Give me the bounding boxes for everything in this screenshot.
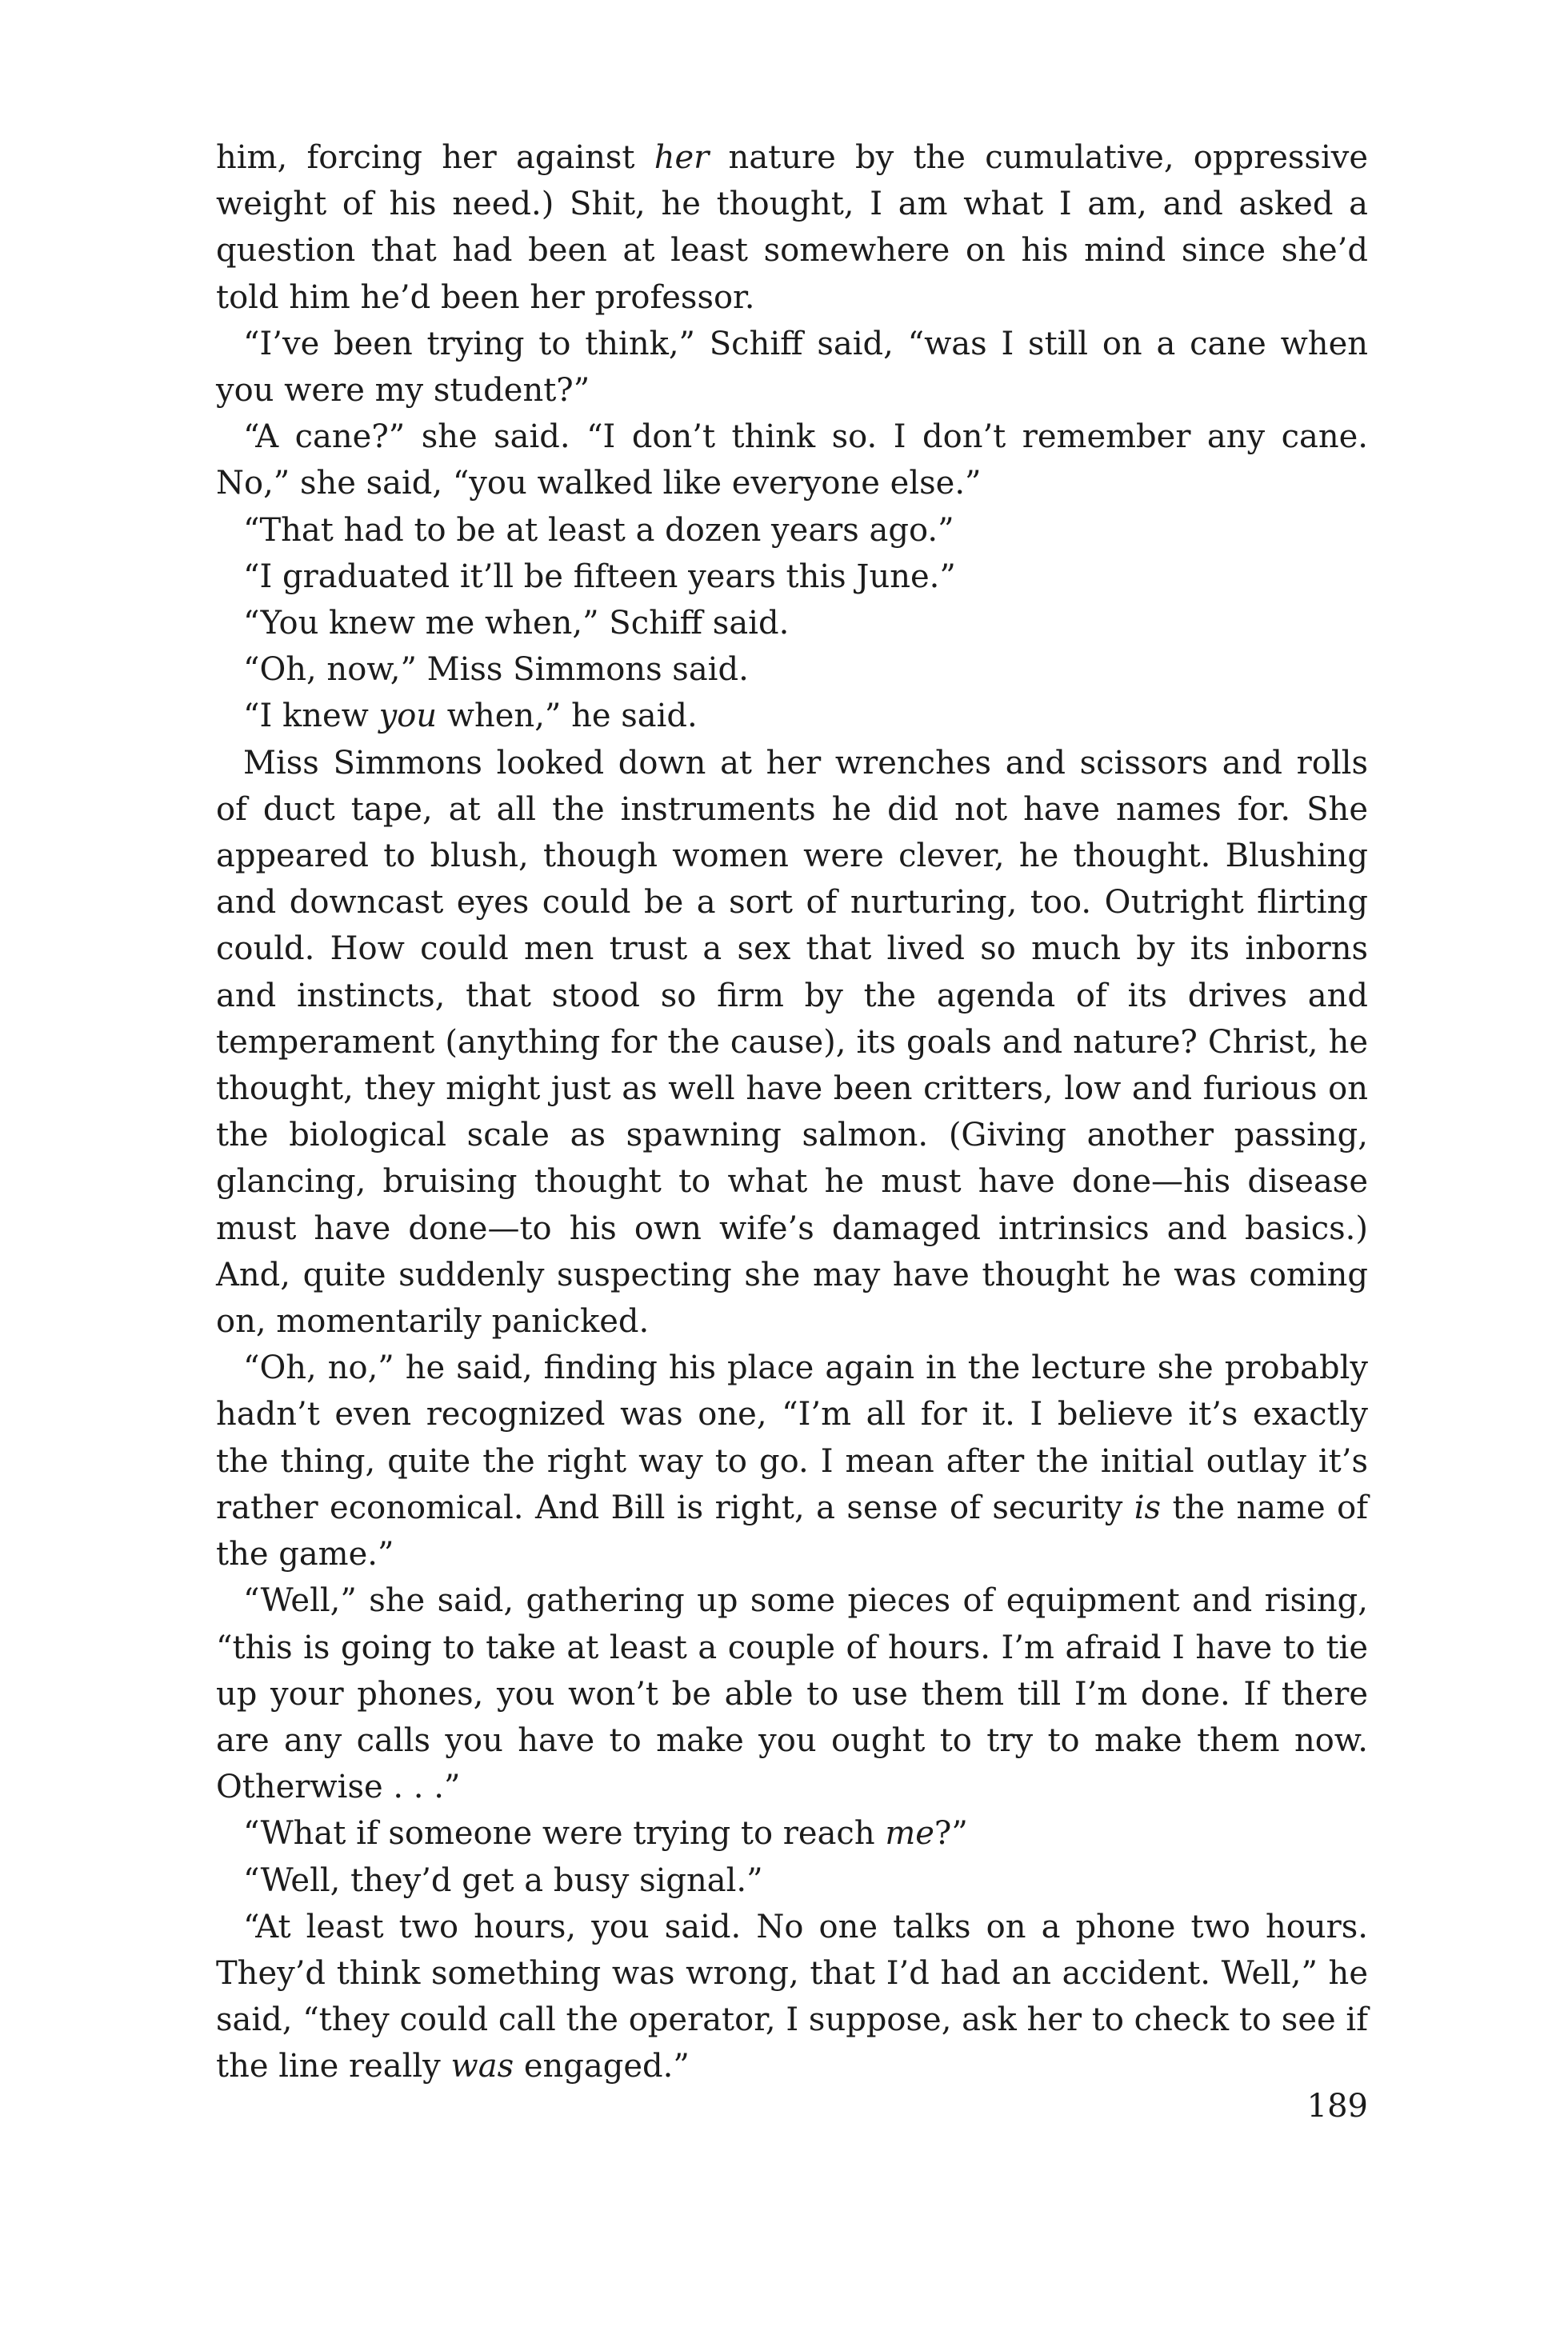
text-run: ?” — [934, 1815, 968, 1853]
italic-text-run: is — [1134, 1489, 1162, 1526]
paragraph — [216, 507, 1368, 554]
page-number: 189 — [1306, 2088, 1368, 2125]
text-run: “Oh, no,” he said, finding his place again in the lecture she probably hadn’t even recognized was one, “I’m all for it. I believe it’s exactly the thing, quite the right way to go. I mean after the initial outlay it’s rather economical. And Bill is right, a sense of security — [216, 1349, 1368, 1526]
body-text — [216, 134, 1368, 2090]
text-run: “I knew — [243, 698, 379, 735]
paragraph — [216, 554, 1368, 600]
paragraph — [216, 646, 1368, 693]
italic-text-run: you — [378, 698, 438, 735]
text-run: “Well, they’d get a busy signal.” — [243, 1861, 763, 1899]
text-run: “A cane?” she said. “I don’t think so. I don’t remember any cane. No,” she said, “you walked like everyone else.” — [216, 418, 1368, 502]
text-run: “That had to be at least a dozen years ago.” — [243, 511, 954, 549]
text-run: “I’ve been trying to think,” Schiff said, “was I still on a cane when you were my student?” — [216, 325, 1368, 410]
paragraph — [216, 600, 1368, 646]
paragraph — [216, 693, 1368, 739]
italic-text-run: her — [654, 139, 710, 176]
paragraph — [216, 740, 1368, 1345]
text-run: the name of the game.” — [216, 1489, 1369, 1573]
text-run: when,” he said. — [437, 698, 698, 735]
text-run: “At least two hours, you said. No one talks on a phone two hours. They’d think something was wrong, that I’d had an accident. Well,” he said, “they could call the operator, I suppose, ask her to check to see if the line really — [216, 1908, 1368, 2085]
text-run: “I graduated it’ll be fifteen years this June.” — [243, 558, 956, 595]
paragraph — [216, 134, 1368, 321]
paragraph — [216, 1904, 1368, 2090]
paragraph — [216, 1345, 1368, 1577]
text-run: Miss Simmons looked down at her wrenches and scissors and rolls of duct tape, at all the instruments he did not have names for. She appeared to blush, though women were clever, he thought. Blushing and downcast eyes could be a sort of nurturing, too. Outright flirting could. How could men trust a sex that lived so much by its inborns and instincts, that stood so firm by the agenda of its drives and temperament (anything for the cause), its goals and nature? Christ, he thought, they might just as well have been critters, low and furious on the biological scale as spawning salmon. (Giving another passing, glancing, bruising thought to what he must have done—his disease must have done—to his own wife’s damaged intrinsics and basics.) And, quite suddenly suspecting she may have thought he was coming on, momentarily panicked. — [216, 744, 1368, 1341]
text-run: engaged.” — [514, 2048, 690, 2085]
text-run: “Well,” she said, gathering up some pieces of equipment and rising, “this is going to take at least a couple of hours. I’m afraid I have to tie up your phones, you won’t be able to use them till I’m done. If there are any calls you have to make you ought to try to make them now. Otherwise . . .” — [216, 1582, 1368, 1806]
paragraph — [216, 1577, 1368, 1810]
paragraph — [216, 414, 1368, 506]
paragraph — [216, 321, 1368, 414]
text-run: “Oh, now,” Miss Simmons said. — [243, 651, 749, 689]
text-run: “What if someone were trying to reach — [243, 1815, 886, 1853]
paragraph — [216, 1810, 1368, 1857]
italic-text-run: me — [885, 1815, 934, 1853]
paragraph — [216, 1857, 1368, 1904]
text-run: “You knew me when,” Schiff said. — [243, 605, 790, 642]
text-run: nature by the cumulative, oppressive weight of his need.) Shit, he thought, I am what I am, and asked a question that had been at least somewhere on his mind since she’d told him he’d been her professor. — [216, 139, 1369, 316]
italic-text-run: was — [450, 2048, 514, 2085]
text-run: him, forcing her against — [216, 139, 654, 176]
